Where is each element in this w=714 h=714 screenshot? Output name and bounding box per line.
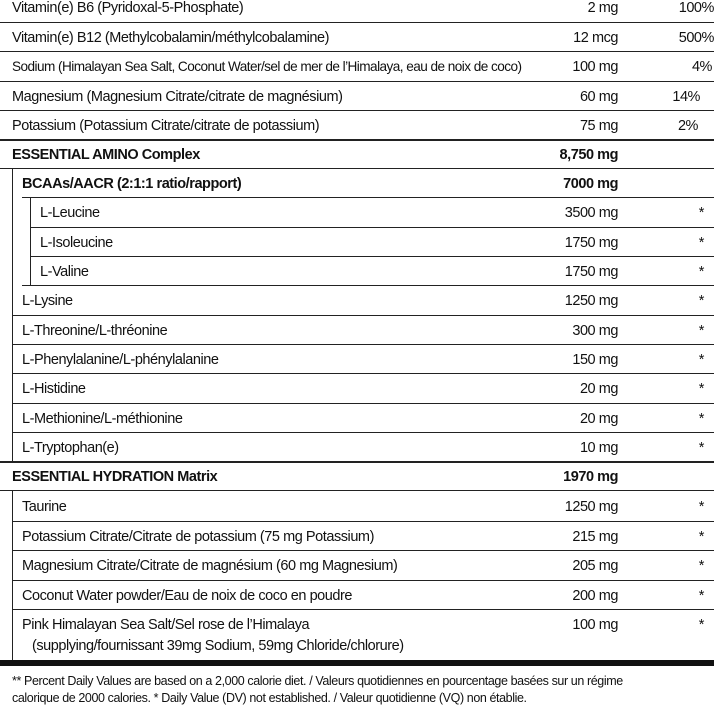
section-amount: 8,750 mg <box>559 146 618 163</box>
nutrient-name: Coconut Water powder/Eau de noix de coco en poudre <box>22 587 353 604</box>
nutrient-amount: 1250 mg <box>564 292 618 309</box>
section-title: ESSENTIAL HYDRATION Matrix <box>12 468 218 485</box>
nutrient-amount: 150 mg <box>572 351 618 368</box>
nutrient-row <box>0 492 714 521</box>
nutrient-dv: * <box>698 263 704 280</box>
nutrient-row <box>0 258 714 285</box>
nutrient-amount: 215 mg <box>572 528 618 545</box>
nutrient-dv: * <box>698 439 704 456</box>
nutrient-row <box>0 346 714 373</box>
nutrient-dv: * <box>698 322 704 339</box>
row-divider <box>0 81 714 82</box>
nutrient-amount: 1750 mg <box>564 263 618 280</box>
nutrient-row <box>0 287 714 314</box>
nutrient-dv: * <box>698 292 704 309</box>
section-header-amino <box>0 141 714 168</box>
nutrient-amount: 3500 mg <box>564 204 618 221</box>
nutrient-dv: * <box>698 498 704 515</box>
nutrient-name: L-Threonine/L-thréonine <box>22 322 168 339</box>
nutrient-amount: 100 mg <box>572 616 618 633</box>
row-divider <box>0 168 714 169</box>
row-divider <box>0 110 714 111</box>
row-divider <box>22 197 714 198</box>
nutrient-name: L-Histidine <box>22 380 86 397</box>
row-divider <box>12 344 714 345</box>
row-divider <box>30 256 714 257</box>
nutrient-dv: * <box>698 351 704 368</box>
nutrient-dv: * <box>698 204 704 221</box>
nutrient-amount: 1750 mg <box>564 234 618 251</box>
nutrient-name: Potassium Citrate/Citrate de potassium (75 mg Potassium) <box>22 528 374 545</box>
nutrient-amount: 1250 mg <box>564 498 618 515</box>
nutrient-amount: 300 mg <box>572 322 618 339</box>
nutrient-row <box>0 317 714 344</box>
nutrient-amount: 12 mcg <box>573 29 618 46</box>
nutrient-dv: 2% <box>677 117 698 134</box>
nutrient-amount: 60 mg <box>579 88 618 105</box>
nutrient-name: L-Phenylalanine/L-phénylalanine <box>22 351 219 368</box>
bottom-thick-rule <box>0 660 714 666</box>
section-title: ESSENTIAL AMINO Complex <box>12 146 200 163</box>
nutrient-name: L-Leucine <box>40 204 100 221</box>
nutrient-name: Potassium (Potassium Citrate/citrate de potassium) <box>12 117 320 134</box>
nutrient-amount: 100 mg <box>572 58 618 75</box>
nutrient-dv: 4% <box>691 58 712 75</box>
subsection-title: BCAAs/AACR (2:1:1 ratio/rapport) <box>22 175 242 192</box>
nutrient-row <box>0 229 714 256</box>
nutrient-row <box>0 112 714 139</box>
row-divider <box>30 227 714 228</box>
subsection-header-bcaa <box>0 170 714 197</box>
nutrient-name: L-Methionine/L-méthionine <box>22 410 183 427</box>
nutrient-row <box>0 83 714 110</box>
row-divider <box>12 432 714 433</box>
row-divider <box>0 22 714 23</box>
nutrient-row <box>0 582 714 609</box>
row-divider <box>22 285 714 286</box>
nutrient-name: Vitamin(e) B6 (Pyridoxal-5-Phosphate) <box>12 0 244 16</box>
row-divider <box>12 521 714 522</box>
nutrient-row <box>0 405 714 432</box>
nutrient-dv: * <box>698 557 704 574</box>
nutrient-dv: * <box>698 380 704 397</box>
nutrient-name: L-Tryptophan(e) <box>22 439 119 456</box>
nutrient-amount: 20 mg <box>579 380 618 397</box>
indent-border <box>12 490 13 660</box>
nutrient-amount: 205 mg <box>572 557 618 574</box>
nutrient-row <box>0 434 714 461</box>
indent-border <box>12 168 13 461</box>
nutrient-dv: * <box>698 234 704 251</box>
nutrient-name: L-Lysine <box>22 292 73 309</box>
section-header-hydration <box>0 463 714 490</box>
nutrient-row <box>0 53 714 80</box>
nutrient-amount: 10 mg <box>579 439 618 456</box>
nutrient-dv: 14% <box>672 88 700 105</box>
nutrient-name: Sodium (Himalayan Sea Salt, Coconut Water/sel de mer de l’Himalaya, eau de noix de coco) <box>12 59 522 74</box>
row-divider <box>12 403 714 404</box>
nutrient-dv: * <box>698 528 704 545</box>
nutrient-dv: 500% <box>678 29 714 46</box>
subsection-amount: 7000 mg <box>563 175 618 192</box>
section-amount: 1970 mg <box>563 468 618 485</box>
nutrient-dv: 100% <box>678 0 714 16</box>
nutrient-dv: * <box>698 410 704 427</box>
row-divider <box>12 373 714 374</box>
row-divider <box>12 315 714 316</box>
nutrient-name: Magnesium (Magnesium Citrate/citrate de magnésium) <box>12 88 343 105</box>
nutrient-dv: * <box>698 587 704 604</box>
nutrient-amount: 200 mg <box>572 587 618 604</box>
nutrient-row-continuation <box>0 634 714 658</box>
nutrient-amount: 20 mg <box>579 410 618 427</box>
nutrient-row <box>0 523 714 550</box>
nutrient-name: L-Isoleucine <box>40 234 113 251</box>
nutrient-dv: * <box>698 616 704 633</box>
nutrient-row <box>0 552 714 579</box>
nutrient-amount: 2 mg <box>587 0 618 16</box>
nutrient-row <box>0 0 714 20</box>
nutrient-name: L-Valine <box>40 263 89 280</box>
nutrient-name: Pink Himalayan Sea Salt/Sel rose de l’Himalaya <box>22 616 310 633</box>
row-divider <box>12 609 714 610</box>
nutrient-name: Taurine <box>22 498 67 515</box>
nutrient-name: Vitamin(e) B12 (Methylcobalamin/méthylcobalamine) <box>12 29 329 46</box>
indent-border <box>30 197 31 285</box>
footnote-line-1: ** Percent Daily Values are based on a 2,000 calorie diet. / Valeurs quotidiennes en pourcentage basées sur un régime <box>12 674 623 688</box>
nutrient-name: Magnesium Citrate/Citrate de magnésium (60 mg Magnesium) <box>22 557 398 574</box>
row-divider <box>0 51 714 52</box>
nutrient-row <box>0 24 714 51</box>
nutrient-row <box>0 199 714 226</box>
nutrient-row <box>0 375 714 402</box>
nutrient-amount: 75 mg <box>579 117 618 134</box>
row-divider <box>12 550 714 551</box>
row-divider <box>0 490 714 491</box>
nutrient-subtext: (supplying/fournissant 39mg Sodium, 59mg Chloride/chlorure) <box>32 638 404 654</box>
footnote-line-2: calorique de 2000 calories. * Daily Value (DV) not established. / Valeur quotidienne (VQ) non établie. <box>12 691 527 705</box>
row-divider <box>12 580 714 581</box>
